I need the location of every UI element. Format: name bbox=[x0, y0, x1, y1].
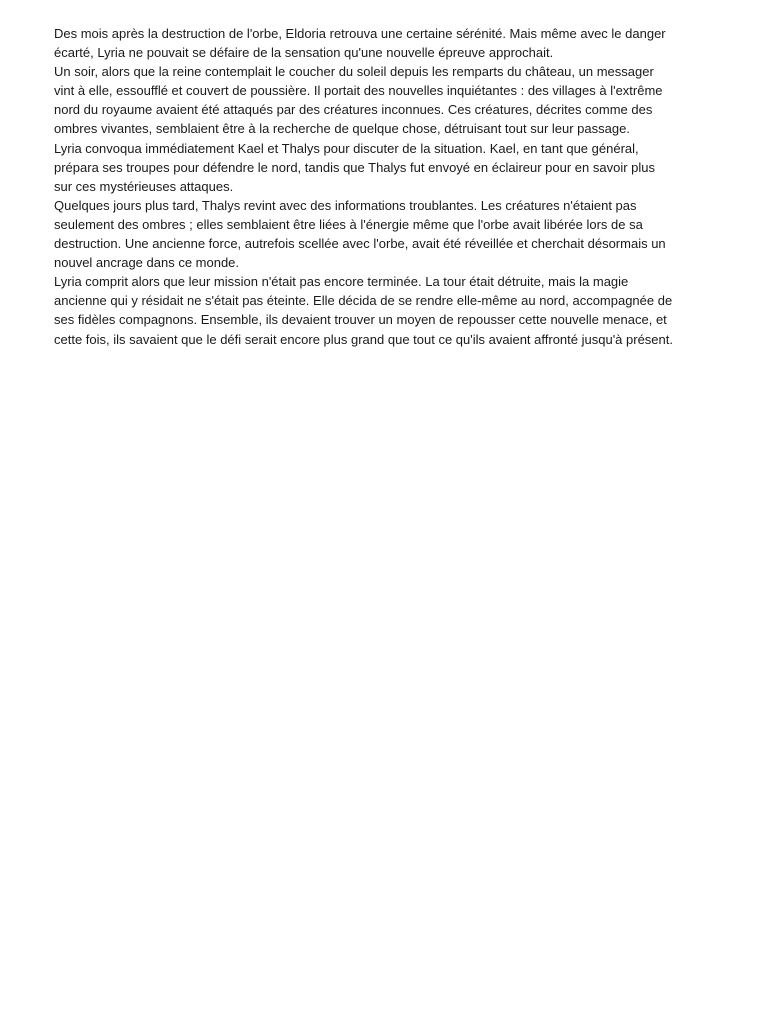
paragraph-1: Des mois après la destruction de l'orbe, Eldoria retrouva une certaine sérénité. Mais même avec le danger écarté, Lyria ne pouvait se défaire de la sensation qu'une nouvelle épreuve approchait. bbox=[54, 26, 666, 61]
paragraph-5: Lyria comprit alors que leur mission n'était pas encore terminée. La tour était détruite, mais la magie ancienne qui y résidait ne s'était pas éteinte. Elle décida de se rendre elle-même au nord, accompagnée de ses fidèles compagnons. Ensemble, ils devaient trouver un moyen de repousser cette nouvelle menace, et cette fois, ils savaient que le défi serait encore plus grand que tout ce qu'ils avaient affronté jusqu'à présent. bbox=[54, 274, 673, 347]
paragraph-4: Quelques jours plus tard, Thalys revint avec des informations troublantes. Les créatures n'étaient pas seulement des ombres ; elles semblaient être liées à l'énergie même que l'orbe avait libérée lors de sa destruction. Une ancienne force, autrefois scellée avec l'orbe, avait été réveillée et cherchait désormais un nouvel ancrage dans ce monde. bbox=[54, 197, 666, 271]
paragraph-3: Lyria convoqua immédiatement Kael et Thalys pour discuter de la situation. Kael, en tant que général, prépara ses troupes pour défendre le nord, tandis que Thalys fut envoyé en éclaireur pour en savoir plus sur ces mystérieuses attaques. bbox=[54, 140, 656, 194]
document-body bbox=[54, 24, 674, 349]
paragraph-2: Un soir, alors que la reine contemplait le coucher du soleil depuis les remparts du château, un messager vint à elle, essoufflé et couvert de poussière. Il portait des nouvelles inquiétantes : des villages à l'extrême nord du royaume avaient été attaqués par des créatures inconnues. Ces créatures, décrites comme des ombres vivantes, semblaient être à la recherche de quelque chose, détruisant tout sur leur passage. bbox=[54, 64, 663, 137]
